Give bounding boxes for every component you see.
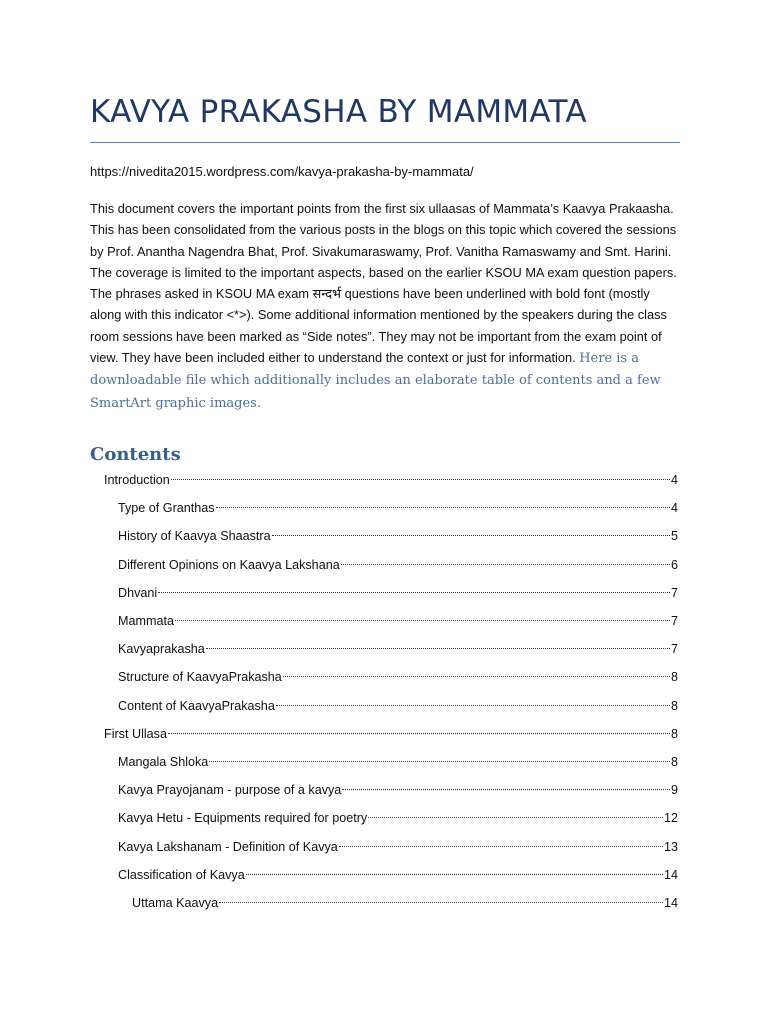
toc-entry-page: 9 [670,783,678,798]
toc-entry-page: 7 [670,614,678,628]
toc-entry-label: First Ullasa [104,726,167,741]
toc-entry-label: Kavya Lakshanam - Definition of Kavya [118,839,338,854]
toc-entry-label: Structure of KaavyaPrakasha [118,670,282,685]
toc-entry[interactable] [118,667,678,687]
toc-entry-page: 8 [670,755,678,769]
toc-dot-leader [272,535,670,536]
toc-dot-leader [283,676,670,677]
toc-dot-leader [368,817,663,818]
toc-entry-label: Introduction [104,473,170,487]
toc-entry-label: History of Kaavya Shaastra [118,529,271,544]
contents-heading: Contents [90,444,181,465]
toc-dot-leader [219,902,663,903]
toc-entry-page: 8 [670,698,678,713]
toc-entry[interactable] [118,780,678,800]
toc-entry-label: Mammata [118,614,174,628]
title-underline [90,142,680,143]
toc-dot-leader [276,705,670,706]
toc-entry-page: 4 [670,501,678,516]
toc-dot-leader [342,789,670,790]
toc-entry[interactable] [118,555,678,575]
toc-entry-page: 14 [663,896,678,910]
toc-entry-label: Kavya Prayojanam - purpose of a kavya [118,783,342,798]
source-url[interactable]: https://nivedita2015.wordpress.com/kavya-prakasha-by-mammata/ [90,164,474,179]
toc-entry[interactable] [118,498,678,518]
toc-entry-page: 13 [663,839,678,854]
toc-entry[interactable] [118,865,678,885]
toc-dot-leader [171,479,670,480]
toc-entry-label: Content of KaavyaPrakasha [118,698,275,713]
toc-entry[interactable] [118,639,678,659]
toc-entry-label: Kavya Hetu - Equipments required for poetry [118,811,368,826]
toc-dot-leader [341,564,670,565]
toc-dot-leader [168,733,670,734]
intro-text: This document covers the important points from the first six ullaasas of Mammata’s Kaavya Prakaasha. This has been consolidated from the various posts in the blogs on this topic which covered the sessions by Prof. Anantha Nagendra Bhat, Prof. Sivakumaraswamy, Prof. Vanitha Ramaswamy and Smt. Harini. The coverage is limited to the important aspects, based on the earlier KSOU MA exam question papers. The phrases asked in KSOU MA exam सन्दर्भ questions have been underlined with bold font (mostly along with this indicator <*>). Some additional information mentioned by the speakers during the class room sessions have been marked as “Side notes”. They may not be important from the exam point of view. They have been included either to understand the context or just for information. [90,201,677,366]
toc-entry[interactable] [132,893,678,913]
toc-entry-page: 14 [663,867,678,882]
intro-paragraph [90,198,680,414]
toc-entry[interactable] [118,752,678,772]
toc-entry-label: Type of Granthas [118,501,215,516]
toc-entry-page: 4 [670,473,678,487]
toc-entry-page: 12 [663,811,678,826]
document-title: KAVYA PRAKASHA BY MAMMATA [90,94,587,130]
toc-dot-leader [209,761,670,762]
toc-entry[interactable] [104,470,678,490]
toc-entry-label: Uttama Kaavya [132,896,219,910]
toc-dot-leader [339,846,663,847]
toc-dot-leader [246,874,663,875]
toc-entry[interactable] [118,837,678,857]
toc-entry-label: Kavyaprakasha [118,642,205,657]
toc-entry-label: Different Opinions on Kaavya Lakshana [118,557,340,572]
toc-entry[interactable] [118,696,678,716]
toc-entry-page: 5 [670,529,678,544]
toc-entry[interactable] [118,526,678,546]
toc-entry[interactable] [118,611,678,631]
toc-entry-page: 7 [670,585,678,600]
toc-entry-page: 8 [670,670,678,685]
toc-dot-leader [206,648,670,649]
toc-entry[interactable] [118,583,678,603]
toc-dot-leader [175,620,670,621]
toc-entry-label: Classification of Kavya [118,867,245,882]
toc-entry-label: Mangala Shloka [118,755,209,769]
toc-dot-leader [216,507,670,508]
download-link[interactable]: Here is a downloadable file which additionally includes an elaborate table of contents and a few SmartArt graphic images. [90,351,661,411]
toc-dot-leader [158,592,670,593]
toc-entry-page: 7 [670,642,678,657]
toc-entry[interactable] [118,808,678,828]
toc-entry[interactable] [104,724,678,744]
toc-entry-page: 6 [670,557,678,572]
toc-entry-label: Dhvani [118,585,158,600]
toc-entry-page: 8 [670,726,678,741]
